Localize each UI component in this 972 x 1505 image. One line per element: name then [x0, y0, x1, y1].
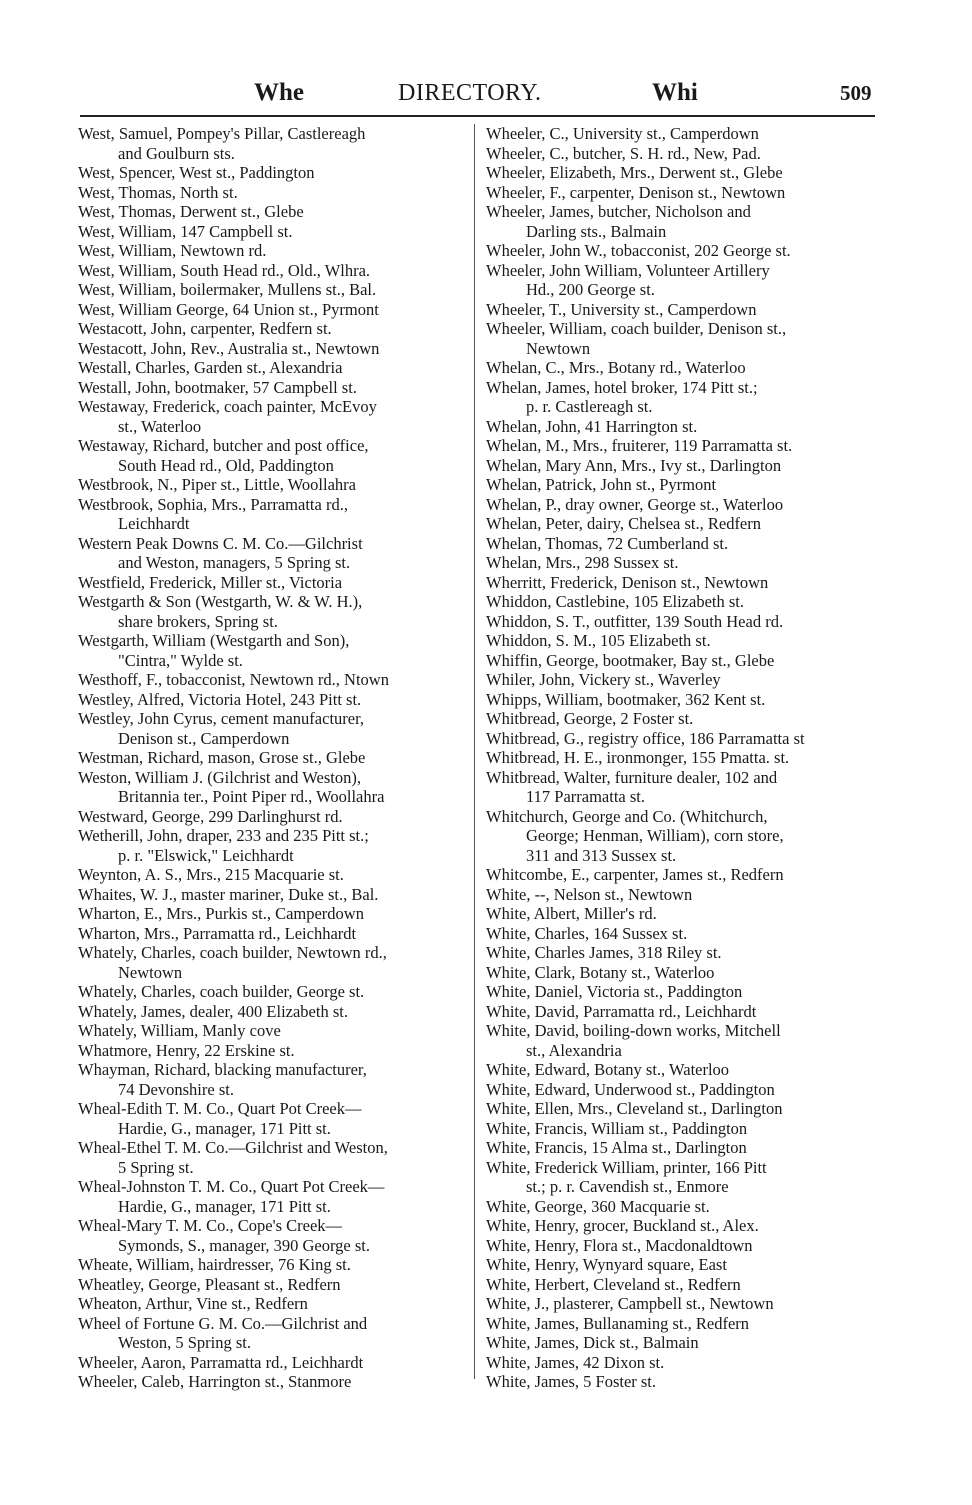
entry-line: Whelan, James, hotel broker, 174 Pitt st.; — [486, 377, 758, 397]
page-number: 509 — [840, 81, 872, 105]
directory-entry — [78, 826, 468, 865]
entry-continuation-line: George; Henman, William), corn store, — [526, 826, 784, 845]
directory-entry — [78, 748, 468, 768]
directory-entry — [486, 963, 876, 983]
directory-entry — [78, 397, 468, 436]
entry-line: Wheal-Mary T. M. Co., Cope's Creek— — [78, 1216, 343, 1235]
directory-entry — [486, 612, 876, 632]
entry-line: White, Albert, Miller's rd. — [486, 904, 657, 923]
entry-line: West, Thomas, North st. — [78, 182, 238, 202]
entry-line: White, Edward, Botany st., Waterloo — [486, 1060, 730, 1079]
entry-line: Wheate, William, hairdresser, 76 King st. — [78, 1255, 351, 1274]
directory-entry — [486, 436, 876, 456]
directory-entry — [78, 865, 468, 885]
entry-line: Westfield, Frederick, Miller st., Victoria — [78, 572, 343, 592]
header-right-guide-word: Whi — [652, 79, 698, 106]
directory-entry — [78, 943, 468, 982]
entry-line: White, Henry, grocer, Buckland st., Alex. — [486, 1216, 759, 1235]
directory-entry — [486, 592, 876, 612]
entry-line: White, Henry, Flora st., Macdonaldtown — [486, 1235, 753, 1255]
entry-line: Whitbread, George, 2 Foster st. — [486, 709, 694, 728]
entry-line: Whelan, Mrs., 298 Sussex st. — [486, 553, 679, 572]
entry-line: White, Charles James, 318 Riley st. — [486, 943, 722, 962]
entry-line: Whipps, William, bootmaker, 362 Kent st. — [486, 689, 766, 709]
entry-line: Whelan, C., Mrs., Botany rd., Waterloo — [486, 358, 746, 377]
entry-line: Westaway, Frederick, coach painter, McEvoy — [78, 397, 377, 416]
directory-entry — [486, 1216, 876, 1236]
directory-entry — [486, 1294, 876, 1314]
entry-line: White, --, Nelson st., Newtown — [486, 884, 693, 904]
entry-line: Whitchurch, George and Co. (Whitchurch, — [486, 806, 768, 826]
entry-continuation-line: p. r. "Elswick," Leichhardt — [118, 845, 294, 865]
directory-entry — [78, 241, 468, 261]
right-column — [486, 124, 876, 1392]
entry-line: White, Frederick William, printer, 166 Pitt — [486, 1157, 767, 1177]
directory-entry — [486, 885, 876, 905]
entry-line: West, William, boilermaker, Mullens st., Bal. — [78, 280, 377, 299]
directory-entry — [78, 1177, 468, 1216]
directory-entry — [486, 1275, 876, 1295]
entry-line: White, David, Parramatta rd., Leichhardt — [486, 1001, 757, 1021]
directory-entry — [78, 495, 468, 534]
entry-line: Whately, Charles, coach builder, George st. — [78, 982, 365, 1001]
directory-entry — [486, 1021, 876, 1060]
directory-entry — [486, 300, 876, 320]
entry-line: Wheeler, William, coach builder, Denison st., — [486, 319, 787, 338]
entry-line: Weynton, A. S., Mrs., 215 Macquarie st. — [78, 865, 344, 884]
entry-line: Wheeler, John W., tobacconist, 202 George st. — [486, 241, 791, 260]
directory-entry — [486, 1353, 876, 1373]
directory-entry — [486, 534, 876, 554]
directory-entry — [486, 1314, 876, 1334]
directory-entry — [486, 1138, 876, 1158]
directory-entry — [486, 631, 876, 651]
entry-line: Westacott, John, Rev., Australia st., Newtown — [78, 338, 380, 358]
directory-entry — [486, 514, 876, 534]
entry-continuation-line: 74 Devonshire st. — [118, 1079, 234, 1099]
directory-entry — [486, 183, 876, 203]
header-left-guide-word: Whe — [254, 79, 304, 106]
directory-entry — [486, 163, 876, 183]
directory-entry — [78, 807, 468, 827]
directory-entry — [78, 378, 468, 398]
entry-line: Whitbread, H. E., ironmonger, 155 Pmatta. st. — [486, 748, 790, 767]
entry-line: Wheeler, James, butcher, Nicholson and — [486, 202, 751, 221]
entry-line: Westgarth, William (Westgarth and Son), — [78, 631, 350, 650]
entry-line: West, Thomas, Derwent st., Glebe — [78, 202, 304, 221]
entry-line: Whelan, Patrick, John st., Pyrmont — [486, 475, 717, 494]
directory-entry — [486, 924, 876, 944]
entry-line: West, William, 147 Campbell st. — [78, 221, 293, 241]
directory-entry — [486, 495, 876, 515]
directory-entry — [78, 631, 468, 670]
directory-entry — [78, 1099, 468, 1138]
entry-line: Wheal-Edith T. M. Co., Quart Pot Creek— — [78, 1099, 362, 1118]
entry-line: Whatmore, Henry, 22 Erskine st. — [78, 1040, 295, 1060]
entry-continuation-line: st., Alexandria — [526, 1040, 622, 1060]
directory-entry — [486, 378, 876, 417]
entry-continuation-line: and Weston, managers, 5 Spring st. — [118, 553, 351, 572]
directory-entry — [78, 300, 468, 320]
directory-entry — [486, 1002, 876, 1022]
entry-line: Whayman, Richard, blacking manufacturer, — [78, 1060, 367, 1079]
entry-line: White, Clark, Botany st., Waterloo — [486, 962, 715, 982]
entry-line: Whiddon, S. M., 105 Elizabeth st. — [486, 631, 711, 650]
directory-entry — [78, 690, 468, 710]
entry-line: Whelan, Mary Ann, Mrs., Ivy st., Darlington — [486, 455, 782, 475]
header-title: DIRECTORY. — [398, 80, 542, 106]
entry-line: Westaway, Richard, butcher and post office, — [78, 436, 369, 455]
directory-entry — [486, 1099, 876, 1119]
directory-entry — [78, 202, 468, 222]
entry-line: Whitbread, G., registry office, 186 Parramatta st — [486, 728, 805, 748]
entry-line: White, Daniel, Victoria st., Paddington — [486, 982, 743, 1001]
directory-entry — [486, 417, 876, 437]
directory-entry — [78, 475, 468, 495]
entry-line: Westhoff, F., tobacconist, Newtown rd., Ntown — [78, 670, 389, 689]
directory-entry — [486, 670, 876, 690]
directory-entry — [486, 261, 876, 300]
directory-entry — [78, 436, 468, 475]
entry-line: Wheeler, F., carpenter, Denison st., Newtown — [486, 182, 786, 202]
entry-continuation-line: Weston, 5 Spring st. — [118, 1333, 251, 1352]
entry-line: White, James, Bullanaming st., Redfern — [486, 1313, 750, 1333]
entry-line: Wheaton, Arthur, Vine st., Redfern — [78, 1294, 308, 1313]
entry-line: Westgarth & Son (Westgarth, W. & W. H.), — [78, 592, 363, 611]
directory-entry — [78, 709, 468, 748]
directory-entry — [486, 144, 876, 164]
entry-line: West, Spencer, West st., Paddington — [78, 163, 315, 182]
entry-line: White, David, boiling-down works, Mitchell — [486, 1021, 781, 1040]
entry-line: Wheel of Fortune G. M. Co.—Gilchrist and — [78, 1313, 368, 1333]
directory-entry — [486, 202, 876, 241]
directory-entry — [486, 1119, 876, 1139]
directory-entry — [486, 904, 876, 924]
directory-entry — [78, 1021, 468, 1041]
entry-line: White, Ellen, Mrs., Cleveland st., Darlington — [486, 1099, 783, 1118]
directory-entry — [486, 768, 876, 807]
directory-entry — [486, 865, 876, 885]
entry-continuation-line: "Cintra," Wylde st. — [118, 650, 243, 670]
entry-line: West, William George, 64 Union st., Pyrmont — [78, 299, 379, 319]
entry-line: Westacott, John, carpenter, Redfern st. — [78, 319, 332, 338]
directory-entry — [486, 729, 876, 749]
directory-entry — [486, 748, 876, 768]
directory-entry — [78, 1294, 468, 1314]
entry-line: Whiffin, George, bootmaker, Bay st., Glebe — [486, 650, 775, 670]
directory-entry — [78, 1314, 468, 1353]
directory-entry — [486, 456, 876, 476]
directory-entry — [486, 241, 876, 261]
entry-line: Wheeler, Aaron, Parramatta rd., Leichhardt — [78, 1352, 364, 1372]
entry-line: West, William, Newtown rd. — [78, 241, 267, 260]
entry-continuation-line: 5 Spring st. — [118, 1157, 194, 1177]
entry-continuation-line: st.; p. r. Cavendish st., Enmore — [526, 1177, 729, 1196]
directory-entry — [486, 709, 876, 729]
directory-entry — [78, 1041, 468, 1061]
directory-entry — [78, 1216, 468, 1255]
header-rule — [80, 115, 875, 117]
directory-entry — [486, 690, 876, 710]
entry-line: Wheeler, John William, Volunteer Artillery — [486, 260, 770, 280]
entry-line: Westman, Richard, mason, Grose st., Glebe — [78, 748, 366, 767]
directory-entry — [78, 924, 468, 944]
entry-continuation-line: p. r. Castlereagh st. — [526, 397, 653, 416]
entry-line: Westbrook, Sophia, Mrs., Parramatta rd., — [78, 494, 348, 514]
directory-entry — [78, 1372, 468, 1392]
directory-entry — [486, 1255, 876, 1275]
directory-entry — [486, 475, 876, 495]
directory-entry — [78, 222, 468, 242]
entry-continuation-line: and Goulburn sts. — [118, 143, 235, 163]
entry-continuation-line: Darling sts., Balmain — [526, 221, 667, 241]
entry-line: White, James, 42 Dixon st. — [486, 1352, 665, 1372]
entry-continuation-line: 117 Parramatta st. — [526, 787, 645, 806]
entry-line: Wharton, E., Mrs., Purkis st., Camperdown — [78, 904, 364, 923]
directory-entry — [78, 1002, 468, 1022]
entry-line: White, Henry, Wynyard square, East — [486, 1255, 727, 1274]
entry-line: West, Samuel, Pompey's Pillar, Castlereagh — [78, 124, 366, 143]
directory-entry — [78, 534, 468, 573]
entry-line: Wheal-Johnston T. M. Co., Quart Pot Creek— — [78, 1177, 385, 1196]
directory-entry — [486, 1333, 876, 1353]
directory-entry — [486, 807, 876, 866]
directory-entry — [78, 124, 468, 163]
directory-entry — [486, 319, 876, 358]
entry-continuation-line: 311 and 313 Sussex st. — [526, 845, 677, 865]
entry-line: Whelan, John, 41 Harrington st. — [486, 416, 698, 436]
entry-line: Whelan, M., Mrs., fruiterer, 119 Parramatta st. — [486, 436, 793, 455]
entry-line: Whiddon, Castlebine, 105 Elizabeth st. — [486, 592, 744, 611]
directory-entry — [78, 768, 468, 807]
entry-continuation-line: share brokers, Spring st. — [118, 611, 278, 631]
entry-line: Wheeler, Elizabeth, Mrs., Derwent st., Glebe — [486, 163, 783, 182]
entry-line: Wheatley, George, Pleasant st., Redfern — [78, 1274, 341, 1294]
entry-line: White, Francis, 15 Alma st., Darlington — [486, 1138, 747, 1157]
entry-line: Westley, John Cyrus, cement manufacturer, — [78, 709, 365, 728]
directory-entry — [486, 982, 876, 1002]
entry-continuation-line: Leichhardt — [118, 514, 190, 533]
entry-line: White, Charles, 164 Sussex st. — [486, 923, 688, 943]
directory-entry — [78, 1353, 468, 1373]
directory-entry — [78, 885, 468, 905]
entry-line: White, Francis, William st., Paddington — [486, 1118, 748, 1138]
entry-line: Wheeler, T., University st., Camperdown — [486, 299, 757, 319]
entry-continuation-line: South Head rd., Old, Paddington — [118, 455, 334, 475]
directory-entry — [486, 943, 876, 963]
directory-entry — [78, 183, 468, 203]
column-divider — [474, 124, 475, 1379]
directory-entry — [486, 1197, 876, 1217]
entry-line: Whelan, P., dray owner, George st., Waterloo — [486, 494, 784, 514]
entry-line: Wherritt, Frederick, Denison st., Newtown — [486, 572, 769, 592]
directory-entry — [486, 1236, 876, 1256]
directory-entry — [78, 358, 468, 378]
entry-line: White, Edward, Underwood st., Paddington — [486, 1079, 775, 1099]
entry-line: White, James, Dick st., Balmain — [486, 1333, 699, 1352]
entry-line: Whiddon, S. T., outfitter, 139 South Head rd. — [486, 611, 784, 631]
entry-continuation-line: Newtown — [526, 338, 591, 358]
directory-entry — [486, 1060, 876, 1080]
directory-entry — [486, 651, 876, 671]
directory-entry — [486, 1158, 876, 1197]
entry-line: Whately, William, Manly cove — [78, 1021, 281, 1040]
directory-entry — [486, 573, 876, 593]
directory-entry — [486, 553, 876, 573]
directory-entry — [78, 1255, 468, 1275]
running-header — [0, 78, 972, 112]
left-column — [78, 124, 468, 1392]
directory-entry — [78, 670, 468, 690]
entry-line: Whately, Charles, coach builder, Newtown rd., — [78, 943, 387, 962]
entry-line: White, Herbert, Cleveland st., Redfern — [486, 1274, 741, 1294]
entry-continuation-line: st., Waterloo — [118, 416, 202, 436]
entry-line: Westall, Charles, Garden st., Alexandria — [78, 358, 343, 377]
directory-entry — [78, 1138, 468, 1177]
entry-line: Western Peak Downs C. M. Co.—Gilchrist — [78, 533, 363, 553]
entry-continuation-line: Hardie, G., manager, 171 Pitt st. — [118, 1118, 331, 1138]
entry-line: Whitcombe, E., carpenter, James st., Redfern — [486, 865, 784, 884]
directory-entry — [78, 904, 468, 924]
entry-line: Wheeler, C., butcher, S. H. rd., New, Pad. — [486, 143, 761, 163]
entry-line: Whelan, Peter, dairy, Chelsea st., Redfern — [486, 514, 762, 533]
entry-line: Westley, Alfred, Victoria Hotel, 243 Pitt st. — [78, 689, 362, 709]
entry-continuation-line: Newtown — [118, 962, 183, 982]
directory-entry — [78, 592, 468, 631]
entry-continuation-line: Hardie, G., manager, 171 Pitt st. — [118, 1196, 331, 1216]
entry-line: Whaites, W. J., master mariner, Duke st., Bal. — [78, 884, 379, 904]
directory-entry — [78, 280, 468, 300]
directory-entry — [486, 1080, 876, 1100]
directory-entry — [486, 124, 876, 144]
entry-line: Whiler, John, Vickery st., Waverley — [486, 670, 721, 689]
entry-line: Whately, James, dealer, 400 Elizabeth st. — [78, 1001, 348, 1021]
directory-entry — [78, 261, 468, 281]
entry-continuation-line: Hd., 200 George st. — [526, 280, 655, 299]
directory-entry — [78, 1275, 468, 1295]
entry-line: Wharton, Mrs., Parramatta rd., Leichhardt — [78, 923, 357, 943]
entry-line: West, William, South Head rd., Old., Wlhra. — [78, 260, 371, 280]
entry-line: Westward, George, 299 Darlinghurst rd. — [78, 806, 343, 826]
entry-line: White, George, 360 Macquarie st. — [486, 1196, 710, 1216]
directory-entry — [78, 573, 468, 593]
directory-entry — [78, 163, 468, 183]
directory-entry — [78, 1060, 468, 1099]
entry-line: Westbrook, N., Piper st., Little, Woollahra — [78, 475, 356, 494]
entry-line: Wheal-Ethel T. M. Co.—Gilchrist and Weston, — [78, 1138, 388, 1157]
entry-line: Whitbread, Walter, furniture dealer, 102 and — [486, 767, 778, 787]
directory-entry — [78, 339, 468, 359]
entry-line: White, J., plasterer, Campbell st., Newtown — [486, 1294, 774, 1313]
entry-line: Wheeler, Caleb, Harrington st., Stanmore — [78, 1372, 352, 1391]
entry-line: Wetherill, John, draper, 233 and 235 Pitt st.; — [78, 826, 369, 845]
directory-entry — [78, 982, 468, 1002]
directory-entry — [486, 1372, 876, 1392]
entry-continuation-line: Britannia ter., Point Piper rd., Woollahra — [118, 787, 385, 806]
entry-line: White, James, 5 Foster st. — [486, 1372, 657, 1391]
entry-line: Weston, William J. (Gilchrist and Weston), — [78, 767, 361, 787]
directory-entry — [78, 319, 468, 339]
entry-continuation-line: Symonds, S., manager, 390 George st. — [118, 1235, 371, 1255]
entry-continuation-line: Denison st., Camperdown — [118, 728, 290, 748]
entry-line: Whelan, Thomas, 72 Cumberland st. — [486, 533, 729, 553]
entry-line: Wheeler, C., University st., Camperdown — [486, 124, 759, 143]
entry-line: Westall, John, bootmaker, 57 Campbell st. — [78, 377, 357, 397]
directory-entry — [486, 358, 876, 378]
